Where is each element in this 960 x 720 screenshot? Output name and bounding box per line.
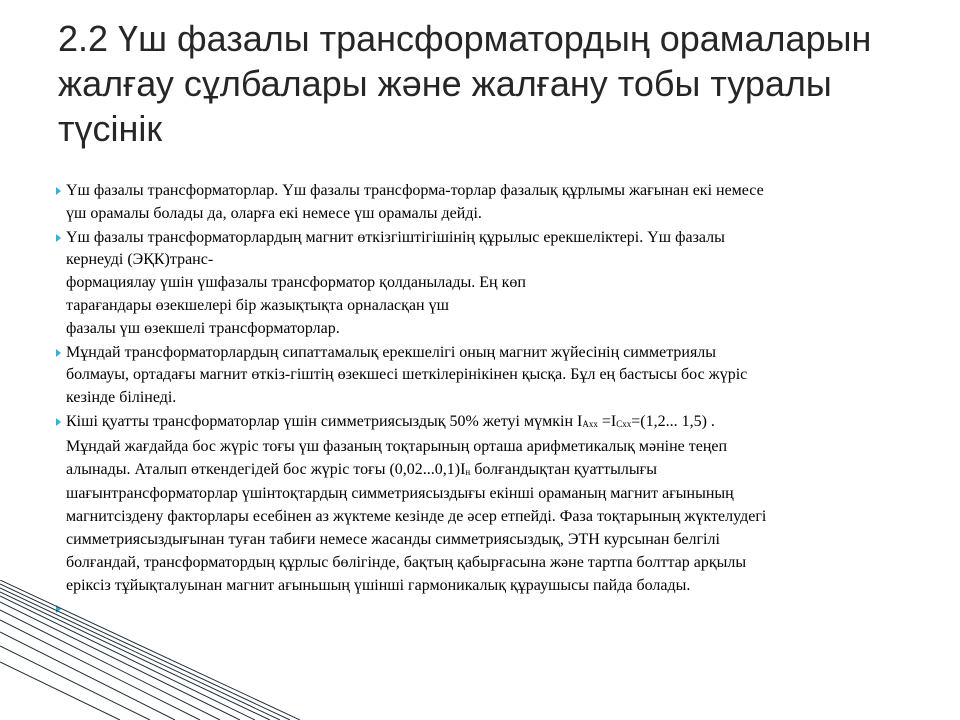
slide-body: [56, 180, 906, 621]
bullet-line: Үш фазалы трансформаторлар. Үш фазалы трансформа-торлар фазалық құрлымы жағынан екі немесе: [66, 182, 764, 199]
bullet-line: магнитсіздену факторлары есебінен аз жүктеме кезінде де әсер етпейді. Фаза тоқтарының жүктелудегі: [66, 508, 767, 526]
text-fragment: Кіші қуатты трансформаторлар үшін симметриясыздық 50% жетуі мүмкін I: [66, 412, 583, 430]
bullet-line: симметриясыздығынан туған табиғи немесе жасанды симметриясыздық, ЭТН курсынан белгілі: [66, 530, 720, 548]
slide-title: [58, 16, 918, 151]
title-line: түсінік: [58, 108, 163, 149]
bullet-line: шағынтрансформаторлар үшінтоқтардың симметриясыздығы екінші ораманың магнит ағынының: [66, 485, 734, 503]
bullet-line: болғандай, трансформатордың құрлыс бөлігінде, бақтың қабырғасына және тартпа болттар арқылы: [66, 553, 747, 571]
bullet-line: үш орамалы болады да, оларға екі немесе үш орамалы дейді.: [66, 204, 482, 222]
bullet-marker-icon: [56, 349, 61, 357]
bullet-marker-icon: [56, 418, 61, 426]
corner-decoration: [0, 580, 300, 720]
text-fragment: болғандықтан қуаттылығы: [470, 460, 657, 478]
bullet-marker-icon: [56, 187, 61, 195]
text-fragment: алынады. Аталып өткендегідей бос жүріс тоғы (0,02...0,1)I: [66, 460, 466, 478]
bullet-line: фазалы үш өзекшелі трансформаторлар.: [66, 319, 340, 337]
text-fragment: =I: [597, 412, 617, 430]
bullet-marker-icon: [56, 234, 61, 242]
bullet-item-2: [56, 227, 906, 341]
bullet-item-4: [56, 411, 906, 597]
bullet-line: кезінде білінеді.: [66, 389, 177, 407]
title-line: жалғау сұлбалары және жалғану тобы туралы: [58, 63, 832, 104]
bullet-line: Мұндай трансформаторлардың сипаттамалық ерекшелігі оның магнит жүйесінің симметриялы: [66, 343, 717, 361]
bullet-line: формациялау үшін үшфазалы трансформатор қолданылады. Ең көп: [66, 274, 526, 292]
text-fragment: =(1,2... 1,5) .: [631, 412, 715, 430]
bullet-line: тарағандары өзекшелері бір жазықтықта орналасқан үш: [66, 296, 449, 314]
subscript: н: [465, 466, 471, 477]
bullet-line: [66, 459, 906, 484]
subscript: Axx: [582, 418, 598, 429]
bullet-line: Мұндай жағдайда бос жүріс тоғы үш фазаның тоқтарының орташа арифметикалық мәніне теңеп: [66, 437, 728, 455]
subscript: Cxx: [616, 418, 632, 429]
bullet-line: Үш фазалы трансформаторлардың магнит өткізгіштігішінің құрылыс ерекшеліктері. Үш фазалы: [66, 228, 725, 246]
title-line: 2.2 Үш фазалы трансформатордың орамаларын: [58, 18, 872, 59]
bullet-line: кернеуді (ЭҚК)транс-: [66, 251, 214, 269]
bullet-line: еріксіз тұйықталуынан магнит ағыньшың үшінші гармоникалық құраушысы пайда болады.: [66, 576, 691, 594]
bullet-line: болмауы, ортадағы магнит өткіз-гіштің өзекшесі шеткілерінікінен қысқа. Бұл ең бастысы бос жүріс: [66, 366, 748, 384]
bullet-item-1: [56, 180, 906, 226]
bullet-line: [66, 411, 906, 436]
bullet-item-3: [56, 342, 906, 410]
